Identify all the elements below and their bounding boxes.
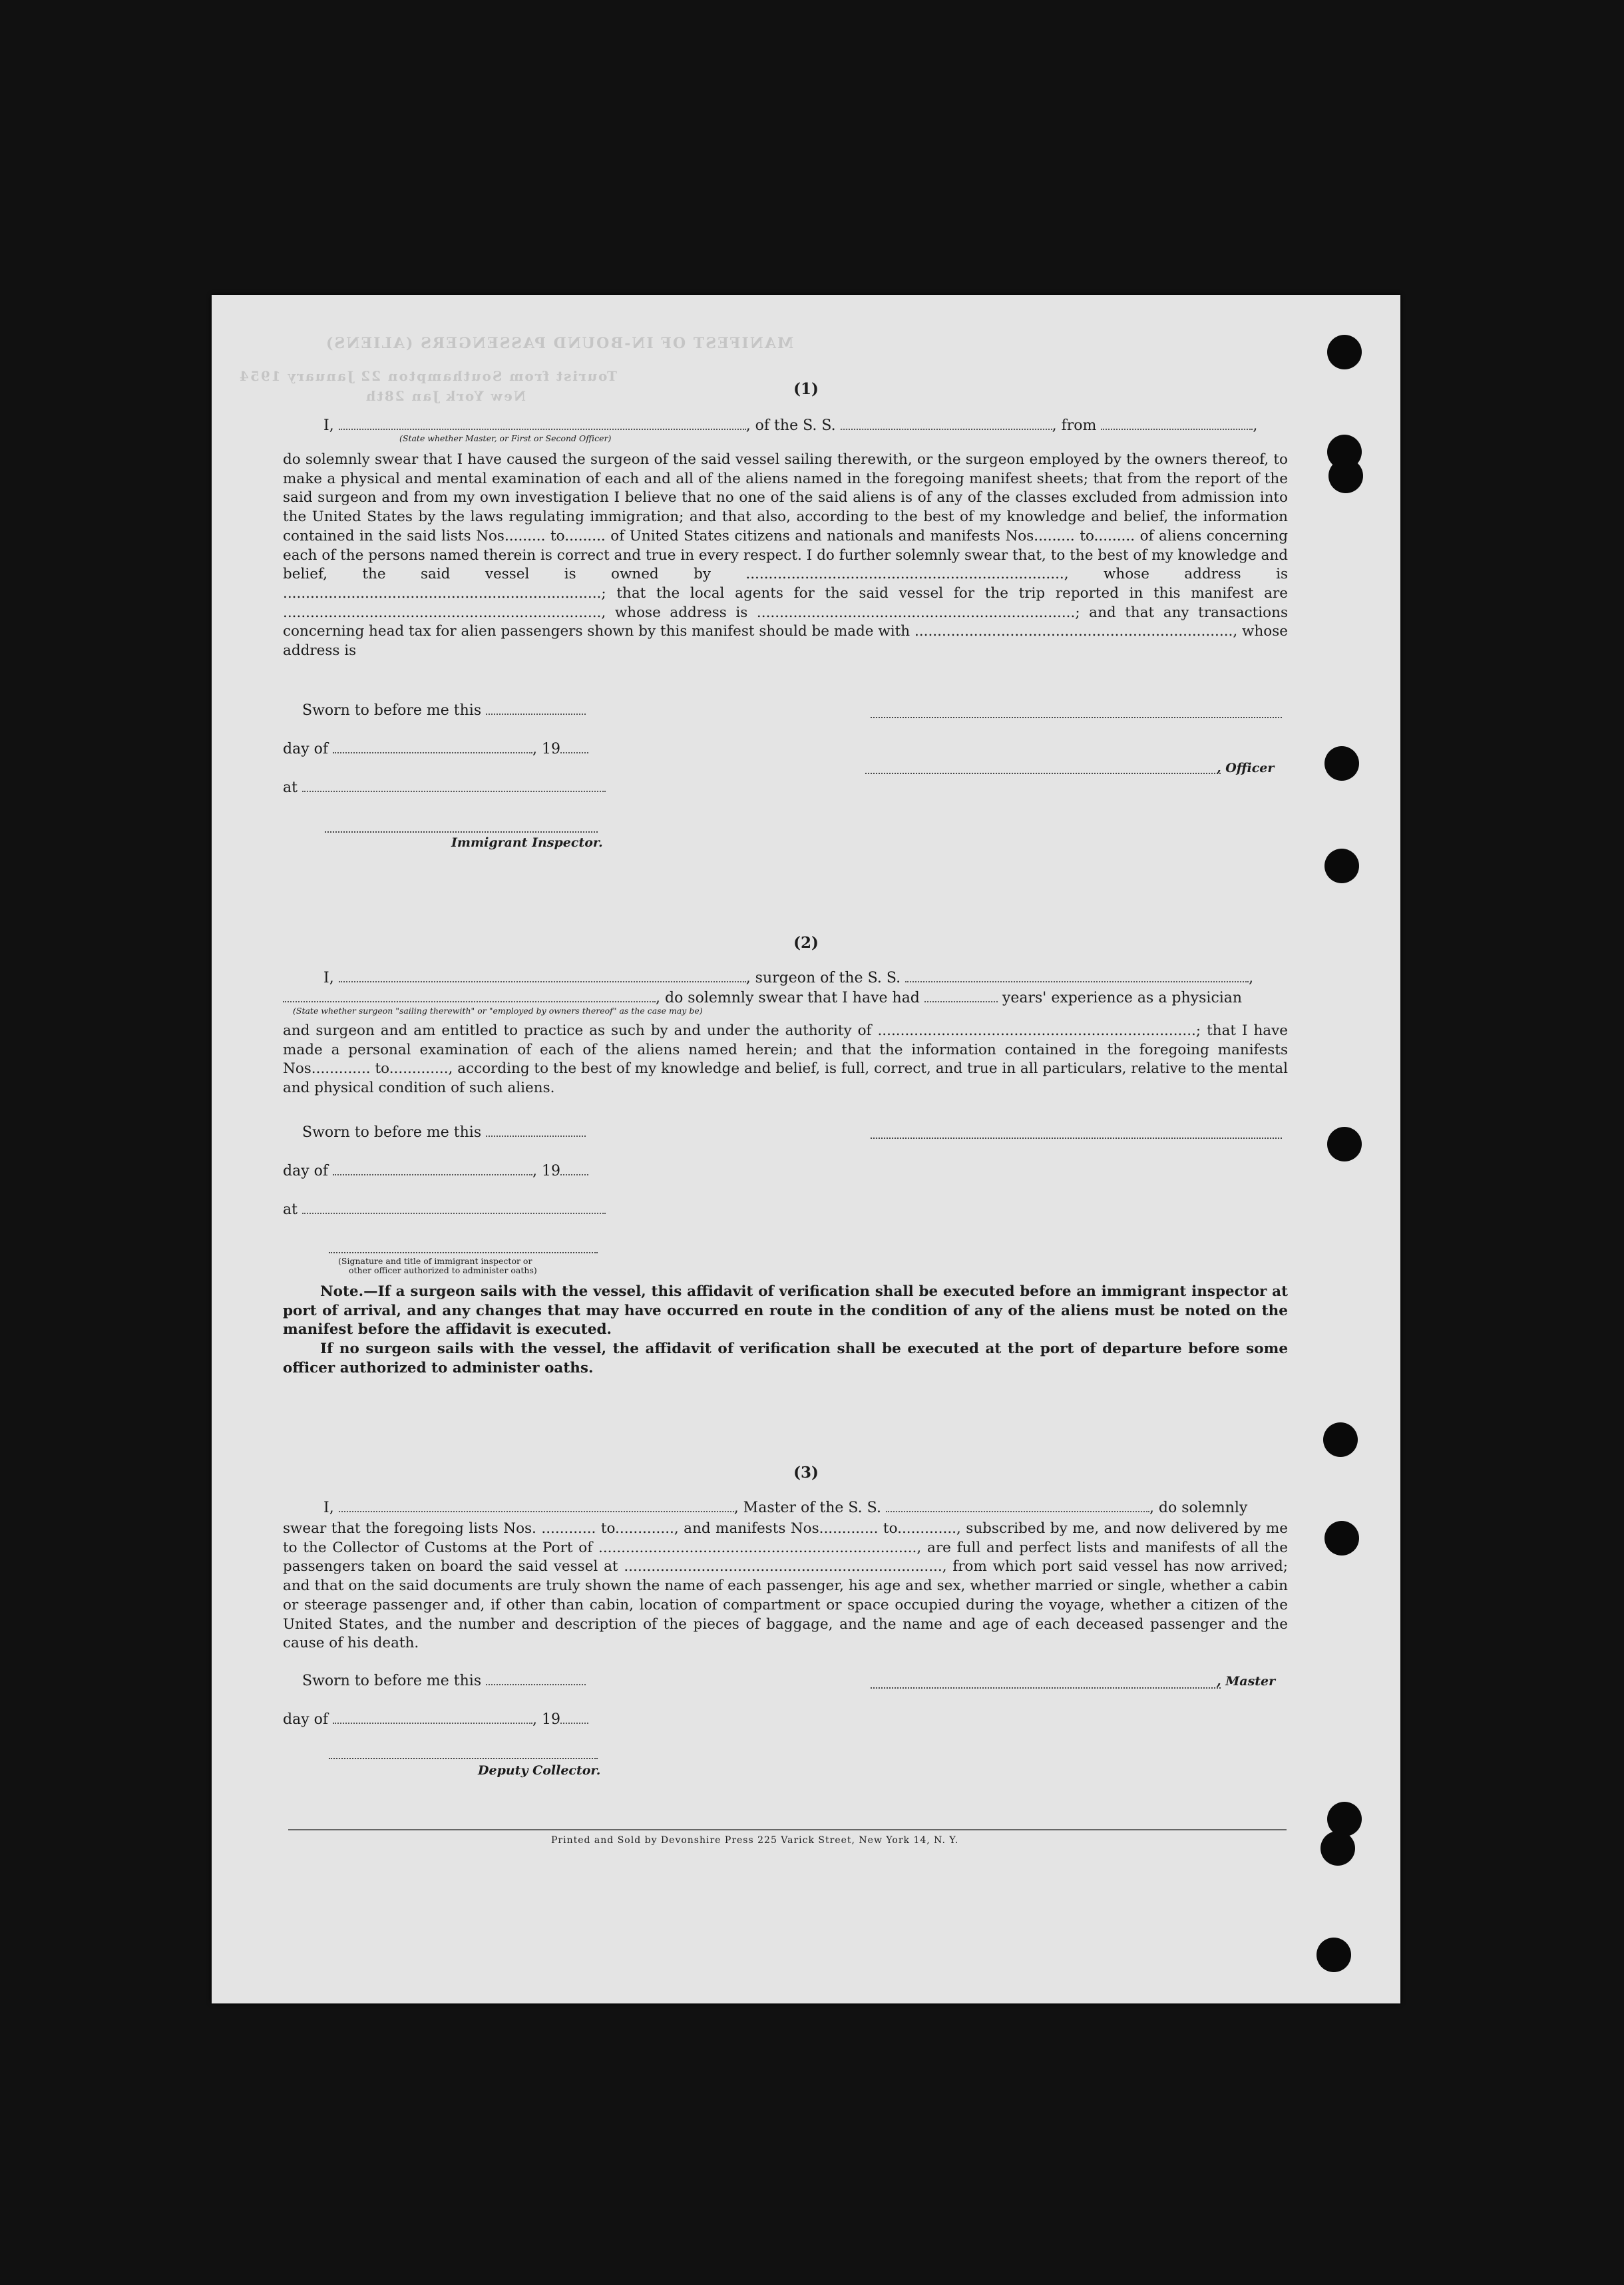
section-1-officer-sig [865,773,1221,774]
section-3-master-label-sig: , Master [1217,1674,1276,1689]
section-2-sig-note-1: (Signature and title of immigrant inspector or [338,1256,532,1266]
punch-hole [1327,335,1362,369]
section-3-paragraph: swear that the foregoing lists Nos. ............ to............., and manifests Nos............. to............., subscribed by me, and now delivered by me to the Collector of Customs at the Port of ......................................................................, are full and perfect lists and manifests of all the passengers taken on board the said vessel at ......................................................................, from which port said vessel has now arrived; and that on the said documents are truly shown the name of each passenger, his age and sex, whether married or single, whether a cabin or steerage passenger and, if other than cabin, location of compartment or space occupied during the voyage, whether a citizen of the United States, and the number and description of the pieces of baggage, and the name and age of each deceased passenger and the cause of his death. [283,1520,1288,1652]
section-1-officer-sig-top [871,717,1282,718]
section-1-inspector-sig [325,831,598,833]
section-1-at: at [283,779,606,796]
section-2-day: day of , 19 [283,1163,588,1179]
section-3-sworn: Sworn to before me this [302,1673,586,1689]
punch-hole [1324,746,1359,781]
section-3-line-1: I, , Master of the S. S. , do solemnly [323,1500,1248,1516]
section-2-note-label: Note. [320,1283,364,1300]
section-2-line-2: , do solemnly swear that I have had years' experience as a physician [283,990,1242,1006]
section-1-line-1: I, , of the S. S. , from , [323,417,1258,434]
punch-hole [1324,1521,1359,1556]
section-3-collector-label: Deputy Collector. [478,1763,601,1778]
section-2-line-1: I, , surgeon of the S. S. , [323,970,1254,986]
section-1-number: (1) [793,380,819,398]
section-2-number: (2) [793,934,819,952]
bleed-through-title: MANIFEST OF IN-BOUND PASSENGERS (ALIENS) [325,335,794,352]
section-1-i: I, [323,417,334,434]
section-3-day: day of , 19 [283,1711,588,1728]
section-1-body [283,451,1288,661]
section-1-vessel-label: , of the S. S. [745,417,836,434]
section-3-body [283,1520,1288,1653]
section-1-sworn: Sworn to before me this [302,702,586,719]
footer-rule [288,1829,1287,1830]
punch-hole [1328,459,1363,493]
section-1-inspector-label: Immigrant Inspector. [451,835,603,850]
section-2-body [283,1022,1288,1098]
bleed-through-stamp: Tourist from Southampton 22 January 1954 [238,368,618,384]
section-3-master-label: , Master of the S. S. [733,1500,881,1516]
punch-hole [1323,1422,1358,1457]
printer-imprint: Printed and Sold by Devonshire Press 225 Varick Street, New York 14, N. Y. [551,1835,959,1846]
punch-hole [1320,1831,1355,1866]
section-1-from-label: , from [1052,417,1097,434]
section-1-paragraph: do solemnly swear that I have caused the surgeon of the said vessel sailing therewith, or the surgeon employed by the owners thereof, to make a physical and mental examination of each and all of the aliens named in the foregoing manifest sheets; that from the report of the said surgeon and from my own investigation I believe that no one of the said aliens is of any of the classes excluded from admission into the United States by the laws regulating immigration; and that also, according to the best of my knowledge and belief, the information contained in the said lists Nos......... to......... of United States citizens and nationals and manifests Nos......... to......... of aliens concerning each of the persons named therein is correct and true in every respect. I do further solemnly swear that, to the best of my knowledge and belief, the said vessel is owned by ......................................................................, whose address is ......................................................................; that the local agents for the said vessel for the trip reported in this manifest are ......................................................................, whose address is ......................................................................; and that any transactions concerning head tax for alien passengers shown by this manifest should be made with ......................................................................, whose address is [283,451,1288,660]
section-2-sworn: Sworn to before me this [302,1124,586,1141]
bleed-through-stamp-2: New York Jan 28th [365,388,526,404]
section-2-paragraph: and surgeon and am entitled to practice as such by and under the authority of ......................................................................; that I have made a personal examination of each of the aliens named herein; and that the information contained in the foregoing manifests Nos............. to............., according to the best of my knowledge and belief, is full, correct, and true in all particulars, relative to the mental and physical condition of such aliens. [283,1022,1288,1097]
section-3-master-sig [871,1687,1221,1689]
punch-hole [1324,849,1359,883]
section-1-officer-label: , Officer [1217,761,1275,775]
section-2-officer-sig [871,1138,1282,1139]
punch-hole [1317,1938,1351,1972]
section-2-state-note: (State whether surgeon "sailing therewith" or "employed by owners thereof" as the case may be) [293,1006,703,1016]
section-2-note [283,1283,1288,1378]
section-2-at: at [283,1201,606,1218]
section-2-sig-note-2: other officer authorized to administer oaths) [349,1265,537,1275]
section-1-state-note: (State whether Master, or First or Second Officer) [399,433,612,443]
section-3-collector-sig [329,1758,598,1759]
section-2-surgeon-label: , surgeon of the S. S. [745,970,901,986]
document-page [212,295,1400,2003]
section-2-note-paragraph: Note.—If a surgeon sails with the vessel, this affidavit of verification shall be executed before an immigrant inspector at port of arrival, and any changes that may have occurred en route in the condition of any of the aliens must be noted on the manifest before the affidavit is executed. [283,1283,1288,1339]
punch-hole [1327,1127,1362,1161]
section-2-inspector-sig [329,1252,598,1253]
section-2-note-paragraph-2: If no surgeon sails with the vessel, the affidavit of verification shall be executed at the port of departure before some officer authorized to administer oaths. [283,1341,1288,1376]
section-3-number: (3) [793,1464,819,1482]
section-1-day: day of , 19 [283,741,588,757]
